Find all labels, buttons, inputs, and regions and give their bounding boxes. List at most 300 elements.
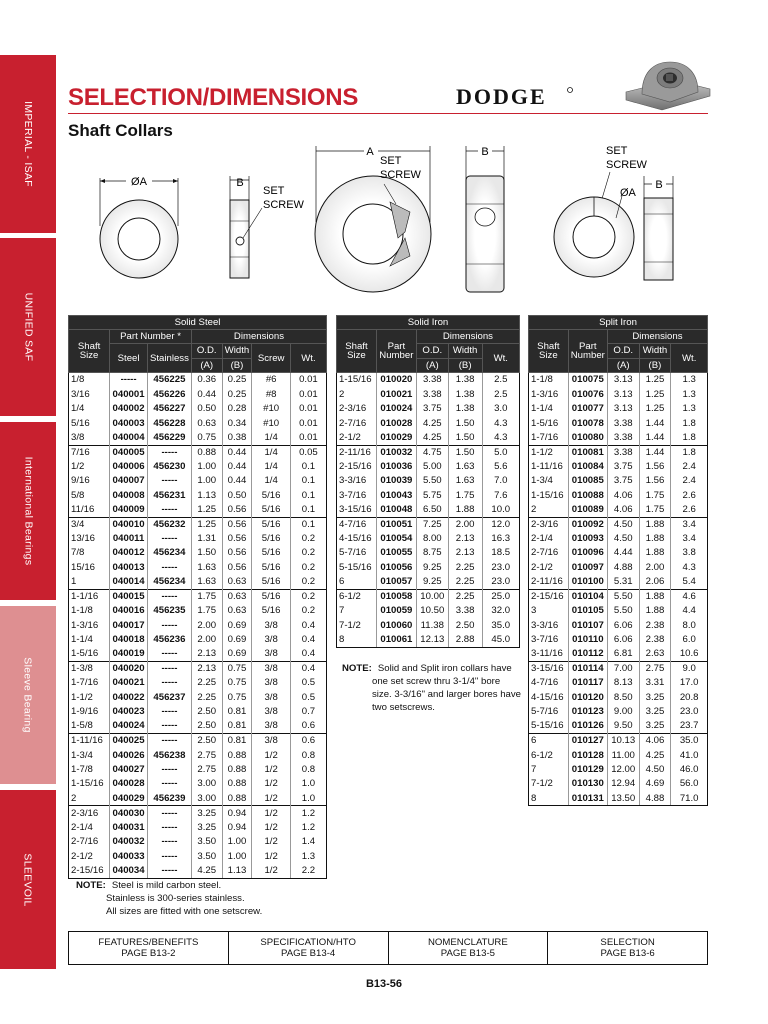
table-cell: 2-15/16 <box>529 589 569 603</box>
table-cell: 010080 <box>568 431 607 445</box>
table-cell: 2.4 <box>671 459 708 473</box>
table-cell: 010114 <box>568 662 607 676</box>
column-header: Wt. <box>482 344 519 373</box>
table-cell: 0.50 <box>222 488 252 502</box>
table-cell: 0.81 <box>222 734 252 748</box>
table-cell: 3.38 <box>607 431 639 445</box>
page-title: SELECTION/DIMENSIONS <box>68 84 359 111</box>
table-cell: 0.36 <box>191 373 222 387</box>
table-cell: 4-15/16 <box>337 532 377 546</box>
table-cell: 1.56 <box>639 474 671 488</box>
table-cell: 1.0 <box>290 777 326 791</box>
table-cell: 3/8 <box>69 431 110 445</box>
column-header: (B) <box>222 358 252 372</box>
table-cell: 2.00 <box>191 633 222 647</box>
table-row <box>337 373 520 387</box>
table-cell: 6-1/2 <box>337 589 377 603</box>
table-cell: 1.44 <box>639 445 671 459</box>
table-cell: 9.25 <box>416 561 448 575</box>
table-cell: 6 <box>337 575 377 589</box>
table-cell: 040016 <box>110 604 148 618</box>
table-cell: 25.0 <box>482 589 519 603</box>
table-cell: 010130 <box>568 777 607 791</box>
table-cell: 3/8 <box>252 662 290 676</box>
table-row <box>529 777 708 791</box>
table-cell: ----- <box>147 474 191 488</box>
table-cell: 1.63 <box>448 474 482 488</box>
table-cell: 0.88 <box>191 445 222 459</box>
table-cell: ----- <box>147 763 191 777</box>
table-cell: 1/4 <box>69 402 110 416</box>
table-cell: 0.69 <box>222 633 252 647</box>
table-cell: 1-3/8 <box>69 662 110 676</box>
table-cell: 1-9/16 <box>69 705 110 719</box>
column-header: Dimensions <box>416 330 519 344</box>
table-cell: 2-3/16 <box>337 402 377 416</box>
table-cell: 040002 <box>110 402 148 416</box>
table-cell: 1.88 <box>448 503 482 517</box>
table-cell: 0.56 <box>222 532 252 546</box>
table-cell: 1.88 <box>639 517 671 531</box>
column-header: Part Number * <box>110 330 192 344</box>
table-cell: 2.63 <box>639 647 671 661</box>
table-cell: 1-7/16 <box>529 431 569 445</box>
table-cell: 456226 <box>147 387 191 401</box>
table-cell: 0.81 <box>222 705 252 719</box>
table-row <box>529 676 708 690</box>
table-cell: 1.56 <box>639 459 671 473</box>
table-cell: 0.2 <box>290 532 326 546</box>
table-cell: 0.75 <box>222 676 252 690</box>
table-cell: 010075 <box>568 373 607 387</box>
table-cell: 0.01 <box>290 387 326 401</box>
table-cell: 010105 <box>568 604 607 618</box>
table-cell: 010112 <box>568 647 607 661</box>
table-cell: #6 <box>252 373 290 387</box>
table-cell: 1.63 <box>448 459 482 473</box>
table-cell: 8.0 <box>671 618 708 632</box>
pillow-block-photo <box>622 56 714 114</box>
table-row <box>337 459 520 473</box>
footer-link-selection[interactable]: SELECTION PAGE B13-6 <box>547 932 707 964</box>
table-row <box>69 705 327 719</box>
sidebar-tab-sleevoil[interactable] <box>0 790 56 969</box>
table-cell: 12.13 <box>416 633 448 647</box>
table-cell: 5.4 <box>671 575 708 589</box>
table-cell: 4.3 <box>671 561 708 575</box>
table-cell: 010029 <box>376 431 416 445</box>
table-cell: 17.0 <box>671 676 708 690</box>
table-row <box>69 431 327 445</box>
table-row <box>529 705 708 719</box>
table-cell: 41.0 <box>671 748 708 762</box>
table-cell: 2.2 <box>290 864 326 878</box>
table-row <box>69 806 327 820</box>
table-cell: 1.4 <box>290 835 326 849</box>
table-cell: ----- <box>147 849 191 863</box>
table-cell: 2-7/16 <box>337 416 377 430</box>
table-cell: 3/8 <box>252 618 290 632</box>
table-cell: 7 <box>337 604 377 618</box>
section-title: Shaft Collars <box>68 121 173 140</box>
table-cell: 0.6 <box>290 719 326 733</box>
table-cell: 1.44 <box>639 431 671 445</box>
table-cell: 010107 <box>568 618 607 632</box>
table-row <box>529 445 708 459</box>
table-cell: 2.6 <box>671 488 708 502</box>
column-header: Shaft Size <box>337 330 377 373</box>
table-cell: 7-1/2 <box>337 618 377 632</box>
solid-iron-table <box>336 315 520 648</box>
table-cell: 1/4 <box>252 445 290 459</box>
table-cell: 1.25 <box>639 402 671 416</box>
footer-link-specification-hto[interactable]: SPECIFICATION/HTO PAGE B13-4 <box>228 932 388 964</box>
table-row <box>69 676 327 690</box>
table-row <box>69 719 327 733</box>
table-cell: 1-1/2 <box>529 445 569 459</box>
table-cell: 10.00 <box>416 589 448 603</box>
table-row <box>69 402 327 416</box>
sidebar-tab-sleeve-bearing[interactable] <box>0 606 56 784</box>
table-cell: 1-1/16 <box>69 589 110 603</box>
table-cell: 0.63 <box>191 416 222 430</box>
table-cell: 7.0 <box>482 474 519 488</box>
sidebar-tab-label: Sleeve Bearing <box>22 657 35 733</box>
column-header: Wt. <box>671 344 708 373</box>
table-row <box>69 445 327 459</box>
table-cell: 3/8 <box>252 676 290 690</box>
table-cell: 010059 <box>376 604 416 618</box>
table-cell: 010128 <box>568 748 607 762</box>
table-cell: 010060 <box>376 618 416 632</box>
table-cell: ----- <box>147 676 191 690</box>
table-cell: 010126 <box>568 719 607 733</box>
table-cell: 3/8 <box>252 705 290 719</box>
table-cell: 040033 <box>110 849 148 863</box>
table-cell: 0.69 <box>222 618 252 632</box>
split-iron-table <box>528 315 708 806</box>
table-cell: 7/8 <box>69 546 110 560</box>
table-cell: 10.50 <box>416 604 448 618</box>
table-cell: 0.2 <box>290 575 326 589</box>
table-cell: 2.25 <box>448 575 482 589</box>
table-cell: 0.5 <box>290 676 326 690</box>
footer-navigation <box>68 931 708 965</box>
table-cell: 3.75 <box>416 402 448 416</box>
table-cell: 1/4 <box>252 459 290 473</box>
sidebar-tab-imperial-isaf[interactable] <box>0 55 56 233</box>
table-cell: 2-1/2 <box>529 561 569 575</box>
table-cell: 040034 <box>110 864 148 878</box>
table-row <box>529 589 708 603</box>
table-cell: 0.88 <box>222 777 252 791</box>
table-cell: 2.50 <box>191 734 222 748</box>
table-cell: 010058 <box>376 589 416 603</box>
table-cell: 4.50 <box>639 763 671 777</box>
table-cell: 4-7/16 <box>337 517 377 531</box>
sidebar-tab-label: SLEEVOIL <box>22 852 34 907</box>
table-cell: 456234 <box>147 575 191 589</box>
table-cell: 35.0 <box>482 618 519 632</box>
table-cell: 1.2 <box>290 820 326 834</box>
od-label: A <box>366 146 374 158</box>
table-cell: 2.25 <box>448 589 482 603</box>
table-cell: 3.00 <box>191 777 222 791</box>
table-row <box>337 416 520 430</box>
sidebar-tab-unified-saf[interactable] <box>0 238 56 416</box>
table-cell: 0.01 <box>290 373 326 387</box>
table-cell: 2.75 <box>191 748 222 762</box>
table-cell: 1.63 <box>191 575 222 589</box>
table-cell: 1.50 <box>448 416 482 430</box>
table-cell: 1.8 <box>671 416 708 430</box>
table-cell: 1-3/16 <box>69 618 110 632</box>
table-row <box>337 575 520 589</box>
table-cell: 4.75 <box>416 445 448 459</box>
table-row <box>69 618 327 632</box>
table-cell: 3-7/16 <box>337 488 377 502</box>
table-cell: 1.00 <box>191 459 222 473</box>
table-cell: 010093 <box>568 532 607 546</box>
table-cell: 0.75 <box>222 690 252 704</box>
table-cell: 1-3/4 <box>69 748 110 762</box>
table-cell: 2.5 <box>482 387 519 401</box>
table-cell: 1-7/8 <box>69 763 110 777</box>
table-cell: 5/16 <box>252 561 290 575</box>
table-cell: 0.1 <box>290 474 326 488</box>
note-line: Steel is mild carbon steel. <box>111 880 222 891</box>
set-screw-label: SET <box>263 185 285 197</box>
table-cell: 2.38 <box>639 633 671 647</box>
table-cell: ----- <box>147 445 191 459</box>
table-cell: 040005 <box>110 445 148 459</box>
table-cell: 1-1/8 <box>69 604 110 618</box>
table-cell: #8 <box>252 387 290 401</box>
table-cell: 3-3/16 <box>529 618 569 632</box>
column-header: Width <box>222 344 252 358</box>
table-title: Solid Iron <box>337 316 520 330</box>
table-cell: 4.06 <box>607 488 639 502</box>
table-cell: 2-15/16 <box>337 459 377 473</box>
table-cell: 1/2 <box>252 806 290 820</box>
table-cell: 0.01 <box>290 431 326 445</box>
table-cell: 3.0 <box>482 402 519 416</box>
table-cell: 1-1/8 <box>529 373 569 387</box>
table-cell: 2-7/16 <box>69 835 110 849</box>
table-row <box>529 792 708 806</box>
table-cell: ----- <box>110 373 148 387</box>
table-cell: ----- <box>147 662 191 676</box>
table-cell: 456237 <box>147 690 191 704</box>
table-cell: 1/8 <box>69 373 110 387</box>
table-cell: 3.50 <box>191 849 222 863</box>
column-header: Screw <box>252 344 290 373</box>
table-cell: 1/4 <box>252 431 290 445</box>
table-cell: 3 <box>529 604 569 618</box>
table-cell: 1.00 <box>222 849 252 863</box>
table-cell: 5/16 <box>252 604 290 618</box>
table-cell: 5-7/16 <box>529 705 569 719</box>
table-row <box>529 546 708 560</box>
table-cell: 010120 <box>568 690 607 704</box>
table-cell: 010028 <box>376 416 416 430</box>
table-cell: 0.81 <box>222 719 252 733</box>
table-cell: 2.13 <box>191 662 222 676</box>
table-row <box>529 763 708 777</box>
table-cell: 1.75 <box>639 503 671 517</box>
table-cell: 1.88 <box>639 589 671 603</box>
footer-link-features-benefits[interactable]: FEATURES/BENEFITS PAGE B13-2 <box>98 937 199 959</box>
table-cell: 1.38 <box>448 373 482 387</box>
table-cell: 1-5/8 <box>69 719 110 733</box>
table-cell: 010056 <box>376 561 416 575</box>
table-cell: 3-15/16 <box>529 662 569 676</box>
table-cell: 8 <box>337 633 377 647</box>
note-line: All sizes are fitted with one setscrew. <box>106 906 263 917</box>
table-row <box>69 387 327 401</box>
table-cell: 9.0 <box>671 662 708 676</box>
table-row <box>529 474 708 488</box>
table-cell: 3.25 <box>191 806 222 820</box>
table-cell: 5/16 <box>252 503 290 517</box>
table-title: Solid Steel <box>69 316 327 330</box>
solid-iron-collar-drawing <box>310 142 526 312</box>
table-cell: 4.50 <box>607 517 639 531</box>
table-row <box>337 618 520 632</box>
table-row <box>69 835 327 849</box>
table-cell: 0.88 <box>222 792 252 806</box>
solid-collar-drawing <box>94 166 324 294</box>
table-cell: 0.4 <box>290 647 326 661</box>
table-cell: 2-3/16 <box>529 517 569 531</box>
table-cell: 2-1/4 <box>69 820 110 834</box>
table-cell: 5.75 <box>416 488 448 502</box>
table-cell: 2-11/16 <box>529 575 569 589</box>
steel-note <box>76 879 262 918</box>
table-cell: 040004 <box>110 431 148 445</box>
table-cell: 5.6 <box>482 459 519 473</box>
table-cell: 1/2 <box>252 763 290 777</box>
table-cell: 1.38 <box>448 387 482 401</box>
table-cell: 040028 <box>110 777 148 791</box>
table-row <box>69 820 327 834</box>
table-cell: 456229 <box>147 431 191 445</box>
table-cell: 5.31 <box>607 575 639 589</box>
table-row <box>529 517 708 531</box>
table-cell: 11.38 <box>416 618 448 632</box>
table-cell: 040013 <box>110 561 148 575</box>
table-cell: 1-15/16 <box>529 488 569 502</box>
table-cell: 0.25 <box>222 387 252 401</box>
table-cell: 1.25 <box>191 503 222 517</box>
collar-note <box>342 662 526 714</box>
column-header: (B) <box>639 358 671 372</box>
table-row <box>69 734 327 748</box>
table-cell: 4.4 <box>671 604 708 618</box>
table-cell: ----- <box>147 589 191 603</box>
table-cell: 0.1 <box>290 459 326 473</box>
width-label: B <box>481 146 489 158</box>
table-cell: 0.2 <box>290 546 326 560</box>
table-cell: 0.44 <box>222 445 252 459</box>
table-cell: 3.75 <box>607 474 639 488</box>
table-cell: 3/8 <box>252 734 290 748</box>
table-cell: 3.31 <box>639 676 671 690</box>
table-cell: 040003 <box>110 416 148 430</box>
table-cell: 3.4 <box>671 517 708 531</box>
table-cell: 0.8 <box>290 748 326 762</box>
table-cell: 5/16 <box>252 488 290 502</box>
table-cell: 5.50 <box>416 474 448 488</box>
note-line: two setscrews. <box>372 702 435 713</box>
table-cell: 0.94 <box>222 806 252 820</box>
table-row <box>529 387 708 401</box>
table-row <box>529 431 708 445</box>
table-cell: 010129 <box>568 763 607 777</box>
table-row <box>69 561 327 575</box>
table-row <box>69 532 327 546</box>
table-cell: 040011 <box>110 532 148 546</box>
table-row <box>69 690 327 704</box>
table-row <box>337 503 520 517</box>
table-cell: 010100 <box>568 575 607 589</box>
table-cell: 8.50 <box>607 690 639 704</box>
table-cell: 2.13 <box>448 546 482 560</box>
table-cell: 1.88 <box>639 604 671 618</box>
table-cell: 2.88 <box>448 633 482 647</box>
column-header: Dimensions <box>191 330 326 344</box>
table-cell: 8 <box>529 792 569 806</box>
table-cell: 8.75 <box>416 546 448 560</box>
sidebar-tab-international-bearings[interactable] <box>0 422 56 600</box>
table-cell: 0.94 <box>222 820 252 834</box>
table-cell: ----- <box>147 503 191 517</box>
table-cell: 1/2 <box>252 820 290 834</box>
footer-link-nomenclature[interactable]: NOMENCLATURE PAGE B13-5 <box>388 932 548 964</box>
table-cell: 010097 <box>568 561 607 575</box>
table-cell: 010096 <box>568 546 607 560</box>
table-cell: 9.25 <box>416 575 448 589</box>
table-row <box>529 662 708 676</box>
table-cell: 4.25 <box>416 416 448 430</box>
table-row <box>337 387 520 401</box>
note-line: Solid and Split iron collars have <box>377 663 512 674</box>
table-cell: 2.4 <box>671 474 708 488</box>
table-row <box>69 748 327 762</box>
table-cell: 4.88 <box>639 792 671 806</box>
table-cell: 1.13 <box>222 864 252 878</box>
table-cell: 040024 <box>110 719 148 733</box>
table-cell: 3.13 <box>607 373 639 387</box>
table-row <box>69 546 327 560</box>
table-cell: 2.75 <box>639 662 671 676</box>
table-cell: 2.75 <box>191 763 222 777</box>
table-cell: 1/2 <box>252 864 290 878</box>
table-cell: 23.0 <box>482 575 519 589</box>
table-row <box>69 633 327 647</box>
table-cell: 010123 <box>568 705 607 719</box>
table-cell: 1-5/16 <box>529 416 569 430</box>
table-cell: 010117 <box>568 676 607 690</box>
table-cell: 4.06 <box>639 734 671 748</box>
column-header: Dimensions <box>607 330 707 344</box>
table-cell: 456234 <box>147 546 191 560</box>
table-cell: 2-7/16 <box>529 546 569 560</box>
table-cell: 010051 <box>376 517 416 531</box>
solid-steel-table <box>68 315 327 879</box>
table-cell: 7-1/2 <box>529 777 569 791</box>
table-cell: 1-11/16 <box>529 459 569 473</box>
